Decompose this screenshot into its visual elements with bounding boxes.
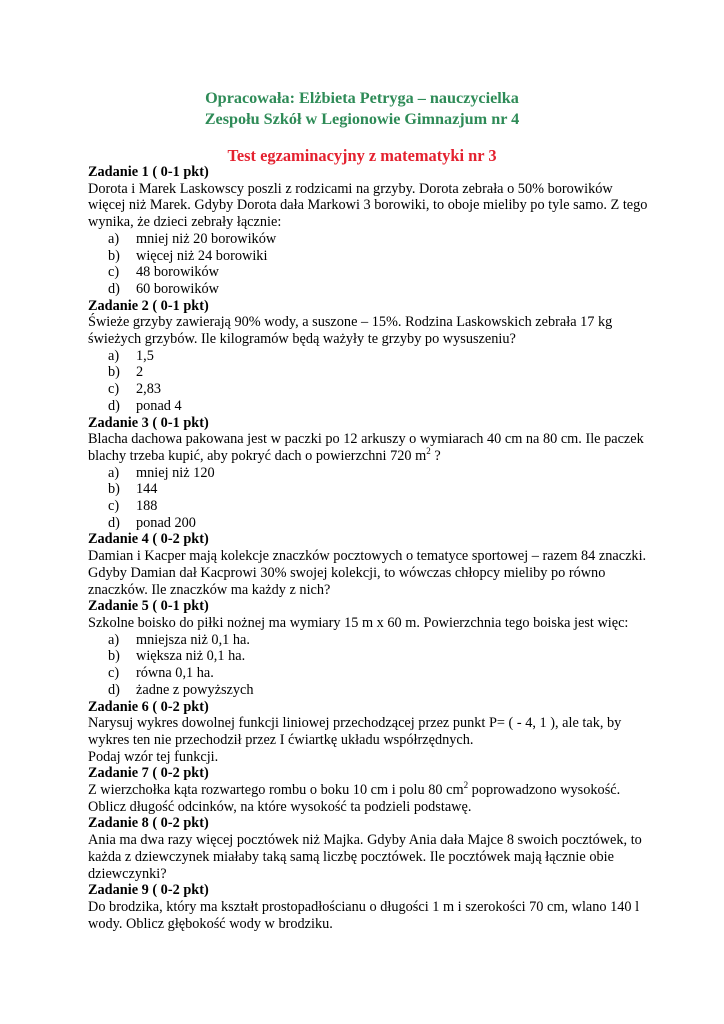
option-letter: c) (108, 498, 120, 515)
option-letter: c) (108, 665, 120, 682)
task-8 (88, 815, 648, 882)
task-heading: Zadanie 8 ( 0-2 pkt) (88, 815, 209, 832)
task-text: Damian i Kacper mają kolekcje znaczków pocztowych o tematyce sportowej – razem 84 znaczki. Gdyby Damian dał Kacprowi 30% swojej kolekcji, to wówczas chłopcy mieliby po równo znaczków. Ile znaczków ma każdy z nich? (88, 548, 647, 598)
task-text: Narysuj wykres dowolnej funkcji liniowej przechodzącej przez punkt P= ( - 4, 1 ), ale tak, by wykres ten nie przechodził przez I ćwiartkę układu współrzędnych. (88, 715, 622, 748)
task-text-end: ? (430, 447, 441, 464)
option-b (88, 364, 648, 381)
option-a (88, 231, 648, 248)
task-text (88, 431, 648, 464)
option-text: 48 borowików (136, 264, 219, 281)
option-letter: a) (108, 631, 120, 648)
option-text: mniejsza niż 0,1 ha. (136, 631, 250, 648)
task-heading: Zadanie 1 ( 0-1 pkt) (88, 164, 209, 180)
task-text: Szkolne boisko do piłki nożnej ma wymiary 15 m x 60 m. Powierzchnia tego boiska jest więc: (88, 614, 629, 631)
option-b (88, 248, 648, 265)
option-letter: c) (108, 381, 120, 398)
task-text-2: Podaj wzór tej funkcji. (88, 748, 219, 765)
option-text: ponad 4 (136, 397, 182, 414)
option-a (88, 348, 648, 365)
task-heading: Zadanie 4 ( 0-2 pkt) (88, 531, 209, 548)
option-letter: d) (108, 681, 120, 698)
school-text: Zespołu Szkół w Legionowie Gimnazjum nr 4 (204, 110, 520, 128)
test-title-text: Test egzaminacyjny z matematyki nr 3 (227, 146, 497, 165)
option-text: mniej niż 20 borowików (136, 230, 277, 247)
author-line (0, 88, 724, 109)
task-heading: Zadanie 9 ( 0-2 pkt) (88, 882, 209, 899)
task-heading: Zadanie 6 ( 0-2 pkt) (88, 698, 209, 715)
task-text: Świeże grzyby zawierają 90% wody, a suszone – 15%. Rodzina Laskowskich zebrała 17 kg świeżych grzybów. Ile kilogramów będą ważyły te grzyby po wysuszeniu? (88, 314, 613, 348)
option-a (88, 632, 648, 649)
option-d (88, 682, 648, 699)
option-text: równa 0,1 ha. (136, 665, 214, 682)
superscript: 2 (463, 780, 469, 791)
school-line (0, 109, 724, 130)
task-9 (88, 882, 648, 932)
option-c (88, 498, 648, 515)
option-letter: d) (108, 514, 120, 531)
option-letter: c) (108, 264, 120, 281)
option-a (88, 465, 648, 482)
task-text-end: poprowadzono wysokość. Oblicz długość odcinków, na które wysokość ta podzieli podstawę. (88, 782, 621, 815)
option-text: ponad 200 (136, 514, 196, 531)
task-4 (88, 531, 648, 598)
option-text: mniej niż 120 (136, 464, 215, 481)
option-b (88, 648, 648, 665)
task-7 (88, 765, 648, 815)
option-letter: a) (108, 347, 120, 364)
task-heading: Zadanie 3 ( 0-1 pkt) (88, 414, 209, 431)
option-letter: b) (108, 648, 120, 665)
task-2 (88, 298, 648, 415)
answer-options (88, 465, 648, 532)
task-heading: Zadanie 2 ( 0-1 pkt) (88, 297, 209, 314)
task-text-main: Z wierzchołka kąta rozwartego rombu o boku 10 cm i polu 80 cm (88, 782, 464, 799)
option-letter: a) (108, 230, 120, 247)
option-c (88, 381, 648, 398)
option-letter: d) (108, 397, 120, 414)
task-text: Dorota i Marek Laskowscy poszli z rodzicami na grzyby. Dorota zebrała o 50% borowików więcej niż Marek. Gdyby Dorota dała Markowi 3 borowiki, to oboje mieliby po tyle samo. Z tego wynika, że dzieci zebrały łącznie: (88, 180, 648, 231)
option-letter: b) (108, 481, 120, 498)
option-c (88, 665, 648, 682)
option-d (88, 281, 648, 298)
option-text: więcej niż 24 borowiki (136, 247, 268, 264)
option-text: 2 (136, 364, 144, 381)
answer-options (88, 348, 648, 415)
option-letter: d) (108, 280, 120, 297)
task-text (88, 782, 648, 815)
author-text: Opracowała: Elżbieta Petryga – nauczycielka (205, 89, 519, 107)
option-c (88, 264, 648, 281)
task-heading: Zadanie 5 ( 0-1 pkt) (88, 598, 209, 615)
option-text: 60 borowików (136, 280, 219, 297)
task-text-main: Blacha dachowa pakowana jest w paczki po 12 arkuszy o wymiarach 40 cm na 80 cm. Ile paczek blachy trzeba kupić, aby pokryć dach o powierzchni 720 m (88, 431, 644, 464)
option-letter: a) (108, 464, 120, 481)
answer-options (88, 632, 648, 699)
task-5 (88, 598, 648, 698)
superscript: 2 (426, 445, 431, 456)
task-text: Ania ma dwa razy więcej pocztówek niż Majka. Gdyby Ania dała Majce 8 swoich pocztówek, to każda z dziewczynek miałaby taką samą liczbę pocztówek. Ile pocztówek mają łącznie obie dziewczynki? (88, 832, 642, 882)
answer-options (88, 231, 648, 298)
option-text: większa niż 0,1 ha. (136, 648, 246, 665)
option-letter: b) (108, 247, 120, 264)
task-3 (88, 415, 648, 532)
task-text: Do brodzika, który ma kształt prostopadłościanu o długości 1 m i szerokości 70 cm, wlano 140 l wody. Oblicz głębokość wody w brodziku. (88, 898, 640, 932)
task-1 (88, 164, 648, 298)
task-6 (88, 699, 648, 766)
option-text: 2,83 (136, 381, 162, 398)
option-text: żadne z powyższych (136, 681, 254, 698)
option-d (88, 398, 648, 415)
option-text: 1,5 (136, 347, 154, 364)
option-text: 188 (136, 498, 158, 515)
tasks-content (88, 164, 648, 932)
task-heading: Zadanie 7 ( 0-2 pkt) (88, 765, 209, 782)
test-title (0, 146, 724, 166)
option-letter: b) (108, 364, 120, 381)
option-b (88, 481, 648, 498)
option-d (88, 515, 648, 532)
option-text: 144 (136, 481, 158, 498)
